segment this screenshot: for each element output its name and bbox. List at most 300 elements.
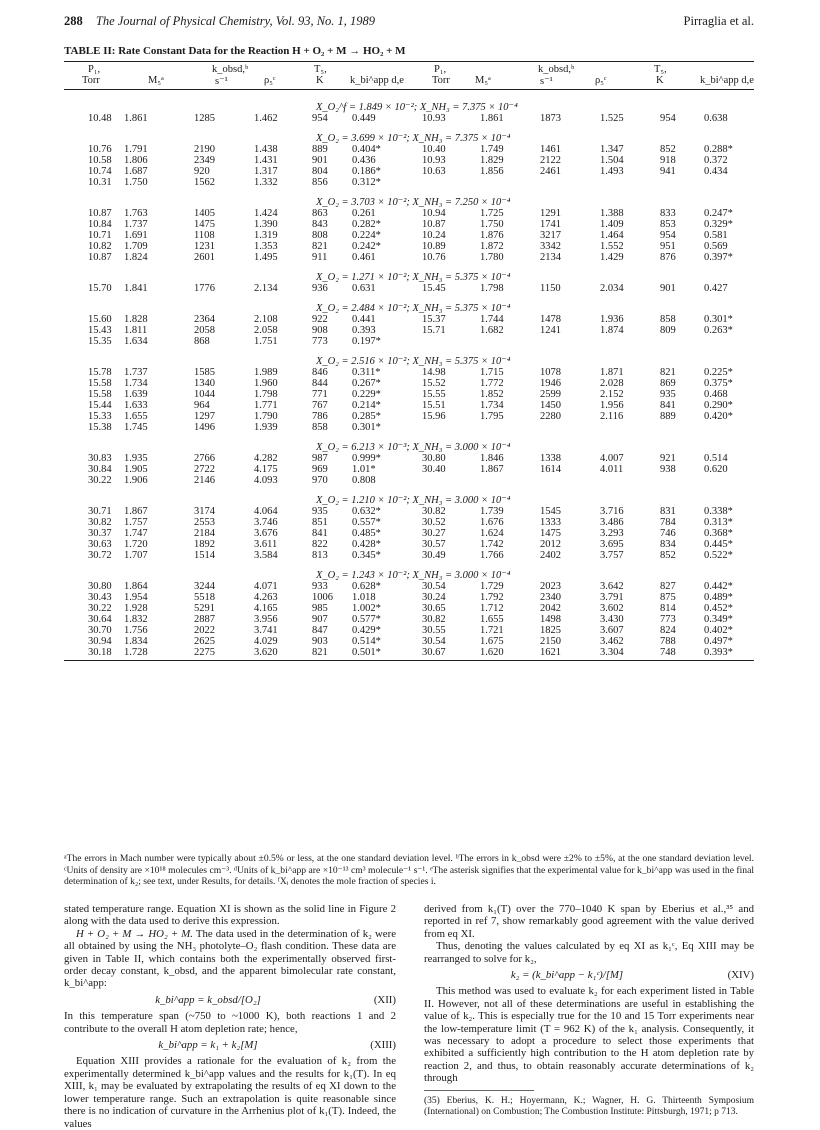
table-cell: 1.856	[480, 166, 504, 177]
table-cell: 30.27	[422, 528, 446, 539]
table-cell: 1.691	[124, 230, 148, 241]
table-cell: 844	[312, 378, 328, 389]
running-author: Pirraglia et al.	[683, 14, 754, 28]
table-cell: 3342	[540, 241, 561, 252]
table-cell: 10.94	[422, 208, 446, 219]
section-label: X_O₂ = 1.210 × 10⁻²; X_NH₃ = 3.000 × 10⁻⁴	[316, 495, 511, 506]
table-cell: 841	[312, 528, 328, 539]
col-kobsd-label-2: k_obsd,ᵇ	[538, 64, 575, 75]
table-row	[64, 539, 754, 550]
table-cell: 1.852	[480, 389, 504, 400]
table-cell: 0.581	[704, 230, 728, 241]
table-cell: 808	[312, 230, 328, 241]
table-cell: 1.936	[600, 314, 624, 325]
equation-12-number: (XII)	[373, 993, 396, 1006]
table-cell: 2402	[540, 550, 561, 561]
table-cell: 2023	[540, 581, 561, 592]
table-cell: 1.790	[254, 411, 278, 422]
table-row	[64, 325, 754, 336]
table-cell: 987	[312, 453, 328, 464]
table-cell: 4.175	[254, 464, 278, 475]
table-cell: 1405	[194, 208, 215, 219]
table-cell	[480, 475, 540, 486]
table-cell: 2887	[194, 614, 215, 625]
table-cell: 1.832	[124, 614, 148, 625]
table-cell: 2275	[194, 647, 215, 658]
table-cell: 3.716	[600, 506, 624, 517]
table-cell: 1.939	[254, 422, 278, 433]
table-row	[64, 144, 754, 155]
table-cell: 0.577*	[352, 614, 381, 625]
table-row	[64, 252, 754, 263]
table-cell: 1.876	[480, 230, 504, 241]
table-cell: 15.55	[422, 389, 446, 400]
table-cell: 10.84	[88, 219, 112, 230]
table-cell: 1.552	[600, 241, 624, 252]
table-cell: 30.43	[88, 592, 112, 603]
table-cell: 2553	[194, 517, 215, 528]
table-cell: 10.89	[422, 241, 446, 252]
table-cell: 15.37	[422, 314, 446, 325]
table-cell: 0.442*	[704, 581, 733, 592]
table-cell: 0.397*	[704, 252, 733, 263]
hdr-mach-2: M₅ᵃ	[475, 75, 491, 86]
table-cell: 0.631	[352, 283, 376, 294]
table-cell: 10.76	[422, 252, 446, 263]
table-cell: 834	[660, 539, 676, 550]
table-cell: 4.007	[600, 453, 624, 464]
equation-14-number: (XIV)	[727, 969, 754, 982]
table-cell: 1.989	[254, 367, 278, 378]
hdr-kbi-2: k_bi^app d,e	[700, 75, 754, 86]
table-cell: 3.676	[254, 528, 278, 539]
table-row	[64, 389, 754, 400]
table-cell: 1.525	[600, 113, 624, 124]
table-cell: 0.452*	[704, 603, 733, 614]
section-header	[64, 273, 754, 283]
table-cell: 1873	[540, 113, 561, 124]
table-cell: 767	[312, 400, 328, 411]
section-label: X_O₂ = 3.699 × 10⁻²; X_NH₃ = 7.375 × 10⁻⁴	[316, 133, 511, 144]
table-cell: 2134	[540, 252, 561, 263]
section-label: X_O₂ = 6.213 × 10⁻³; X_NH₃ = 3.000 × 10⁻⁴	[316, 442, 511, 453]
table-cell: 0.445*	[704, 539, 733, 550]
table-cell: 0.514	[704, 453, 728, 464]
table-cell: 1.742	[480, 539, 504, 550]
table-cell: 1.791	[124, 144, 148, 155]
table-cell: 30.52	[422, 517, 446, 528]
table-cell: 1.655	[124, 411, 148, 422]
table-row	[64, 614, 754, 625]
table-cell: 786	[312, 411, 328, 422]
table-cell: 1.861	[124, 113, 148, 124]
table-cell: 0.557*	[352, 517, 381, 528]
table-cell: 3.746	[254, 517, 278, 528]
table-cell: 0.461	[352, 252, 376, 263]
table-cell: 1291	[540, 208, 561, 219]
section-label: X_O₂^f = 1.849 × 10⁻²; X_NH₃ = 7.375 × 10⁻⁴	[316, 102, 518, 113]
table-cell: 30.67	[422, 647, 446, 658]
table-row	[64, 603, 754, 614]
table-row	[64, 422, 754, 433]
table-cell	[600, 336, 660, 347]
table-cell	[704, 475, 754, 486]
table-cell: 2280	[540, 411, 561, 422]
left-paragraph-3: In this temperature span (~750 to ~1000 K), both reactions 1 and 2 contribute to the overall H atom depletion rate; hence,	[64, 1010, 396, 1035]
table-cell: 1478	[540, 314, 561, 325]
running-header	[64, 14, 754, 34]
section-label: X_O₂ = 1.243 × 10⁻²; X_NH₃ = 3.000 × 10⁻⁴	[316, 570, 511, 581]
table-row	[64, 336, 754, 347]
table-cell: 1.798	[254, 389, 278, 400]
table-cell: 0.569	[704, 241, 728, 252]
table-cell: 921	[660, 453, 676, 464]
table-cell: 1.798	[480, 283, 504, 294]
table-cell: 0.225*	[704, 367, 733, 378]
table-cell: 2601	[194, 252, 215, 263]
table-cell: 985	[312, 603, 328, 614]
table-cell: 0.285*	[352, 411, 381, 422]
table-cell: 1.317	[254, 166, 278, 177]
table-cell: 1.709	[124, 241, 148, 252]
table-cell: 0.449	[352, 113, 376, 124]
table-cell: 0.282*	[352, 219, 381, 230]
table-cell: 901	[660, 283, 676, 294]
section-heading: H + O₂ + M → HO₂ + M.	[76, 927, 193, 940]
table-cell: 1.806	[124, 155, 148, 166]
table-cell: 1.390	[254, 219, 278, 230]
table-cell: 746	[660, 528, 676, 539]
table-cell: 1.737	[124, 367, 148, 378]
table-cell: 0.242*	[352, 241, 381, 252]
table-cell: 0.247*	[704, 208, 733, 219]
table-cell: 1.811	[124, 325, 148, 336]
table-cell: 1.639	[124, 389, 148, 400]
table-row	[64, 208, 754, 219]
hdr-kbi: k_bi^app d,e	[350, 75, 404, 86]
equation-12-expr: k_bi^app = k_obsd/[O₂]	[155, 993, 261, 1006]
table-cell: 1.687	[124, 166, 148, 177]
table-cell: 1.960	[254, 378, 278, 389]
table-cell: 0.288*	[704, 144, 733, 155]
table-cell: 935	[312, 506, 328, 517]
table-cell: 10.58	[88, 155, 112, 166]
table-cell: 1297	[194, 411, 215, 422]
table-cell: 922	[312, 314, 328, 325]
table-cell: 784	[660, 517, 676, 528]
table-caption: TABLE II: Rate Constant Data for the Reaction H + O₂ + M → HO₂ + M	[64, 45, 406, 57]
table-cell: 1461	[540, 144, 561, 155]
table-cell	[600, 475, 660, 486]
table-cell: 3.791	[600, 592, 624, 603]
table-cell: 3244	[194, 581, 215, 592]
table-cell: 0.404*	[352, 144, 381, 155]
table-cell: 15.60	[88, 314, 112, 325]
table-cell: 15.70	[88, 283, 112, 294]
right-column	[424, 903, 754, 1118]
table-cell: 0.301*	[704, 314, 733, 325]
table-cell: 2461	[540, 166, 561, 177]
table-cell	[540, 177, 600, 188]
table-cell: 0.468	[704, 389, 728, 400]
table-cell: 30.84	[88, 464, 112, 475]
table-cell: 2146	[194, 475, 215, 486]
table-cell: 0.197*	[352, 336, 381, 347]
table-cell: 1.347	[600, 144, 624, 155]
table-cell: 1.721	[480, 625, 504, 636]
table-cell	[422, 422, 480, 433]
table-cell: 1.734	[124, 378, 148, 389]
table-cell: 1496	[194, 422, 215, 433]
table-cell: 10.93	[422, 113, 446, 124]
table-cell: 1475	[194, 219, 215, 230]
table-cell: 0.638	[704, 113, 728, 124]
table-cell: 1.675	[480, 636, 504, 647]
table-cell: 30.65	[422, 603, 446, 614]
table-cell: 773	[660, 614, 676, 625]
table-cell: 1621	[540, 647, 561, 658]
equation-13	[64, 1039, 396, 1051]
table-cell: 868	[194, 336, 210, 347]
table-cell: 1.493	[600, 166, 624, 177]
table-cell: 1006	[312, 592, 333, 603]
table-cell: 3.486	[600, 517, 624, 528]
table-row	[64, 155, 754, 166]
table-cell: 1614	[540, 464, 561, 475]
table-cell: 831	[660, 506, 676, 517]
table-cell: 748	[660, 647, 676, 658]
table-cell: 804	[312, 166, 328, 177]
table-cell: 0.368*	[704, 528, 733, 539]
table-cell: 15.58	[88, 378, 112, 389]
table-cell	[422, 177, 480, 188]
table-cell: 0.349*	[704, 614, 733, 625]
table-cell: 1545	[540, 506, 561, 517]
table-cell: 0.522*	[704, 550, 733, 561]
table-cell: 876	[660, 252, 676, 263]
table-cell: 3174	[194, 506, 215, 517]
left-column	[64, 903, 396, 1130]
equation-13-expr: k_bi^app = k₁ + k₂[M]	[158, 1039, 258, 1052]
table-cell: 821	[312, 241, 328, 252]
table-cell: 824	[660, 625, 676, 636]
table-cell: 0.261	[352, 208, 376, 219]
table-cell: 15.45	[422, 283, 446, 294]
table-cell: 2349	[194, 155, 215, 166]
table-row	[64, 400, 754, 411]
table-cell: 3.642	[600, 581, 624, 592]
table-cell: 1.756	[124, 625, 148, 636]
table-cell: 0.311*	[352, 367, 381, 378]
table-cell: 1.864	[124, 581, 148, 592]
table-cell: 858	[660, 314, 676, 325]
table-cell	[660, 336, 704, 347]
table-cell: 951	[660, 241, 676, 252]
table-cell: 2042	[540, 603, 561, 614]
table-row	[64, 528, 754, 539]
section-header	[64, 103, 754, 113]
table-cell: 0.313*	[704, 517, 733, 528]
table-cell: 0.345*	[352, 550, 381, 561]
table-cell: 935	[660, 389, 676, 400]
table-cell: 851	[312, 517, 328, 528]
table-cell: 30.22	[88, 603, 112, 614]
table-cell: 15.52	[422, 378, 446, 389]
table-cell: 1.935	[124, 453, 148, 464]
table-cell: 0.312*	[352, 177, 381, 188]
table-cell	[600, 177, 660, 188]
table-cell: 0.620	[704, 464, 728, 475]
table-cell: 10.24	[422, 230, 446, 241]
table-cell: 841	[660, 400, 676, 411]
table-cell: 1.871	[600, 367, 624, 378]
table-cell: 907	[312, 614, 328, 625]
table-cell: 1825	[540, 625, 561, 636]
table-cell: 875	[660, 592, 676, 603]
table-cell: 1.002*	[352, 603, 381, 614]
table-row	[64, 647, 754, 658]
table-cell	[704, 422, 754, 433]
table-cell: 856	[312, 177, 328, 188]
table-cell	[422, 475, 480, 486]
table-cell	[660, 475, 704, 486]
table-cell: 30.80	[422, 453, 446, 464]
table-cell: 1.728	[124, 647, 148, 658]
table-cell: 1.720	[124, 539, 148, 550]
table-cell: 1.739	[480, 506, 504, 517]
table-cell: 30.57	[422, 539, 446, 550]
journal-citation: The Journal of Physical Chemistry, Vol. 93, No. 1, 1989	[95, 14, 376, 28]
table-cell: 2.058	[254, 325, 278, 336]
table-cell: 1.712	[480, 603, 504, 614]
table-cell: 2022	[194, 625, 215, 636]
table-cell: 1.766	[480, 550, 504, 561]
table-cell: 5291	[194, 603, 215, 614]
table-cell	[480, 336, 540, 347]
table-cell: 30.94	[88, 636, 112, 647]
table-cell: 1.715	[480, 367, 504, 378]
table-cell: 1.707	[124, 550, 148, 561]
table-cell: 10.82	[88, 241, 112, 252]
table-cell: 10.71	[88, 230, 112, 241]
table-cell: 0.329*	[704, 219, 733, 230]
table-cell: 15.78	[88, 367, 112, 378]
section-label: X_O₂ = 1.271 × 10⁻²; X_NH₃ = 5.375 × 10⁻⁴	[316, 272, 511, 283]
equation-13-number: (XIII)	[370, 1039, 396, 1052]
table-cell: 10.63	[422, 166, 446, 177]
section-label: X_O₂ = 3.703 × 10⁻²; X_NH₃ = 7.250 × 10⁻⁴	[316, 197, 511, 208]
table-cell: 30.82	[422, 506, 446, 517]
left-paragraph-4: Equation XIII provides a rationale for the evaluation of k₂ from the experimentally determined k_bi^app values and the results for k₁(T). In eq XIII, k₁ may be evaluated by extrapolating the results of eq XI down to the lower temperature range. Such an extrapolation is quite reasonable since there is no indication of curvature in the Arrhenius plot of k₁(T). Indeed, the values	[64, 1055, 396, 1130]
table-cell: 1.828	[124, 314, 148, 325]
right-paragraph-1: derived from k₁(T) over the 770–1040 K span by Eberius et al.,³⁵ and reported in ref 7, show remarkably good agreement with the value derived from eq XI.	[424, 903, 754, 940]
rate-constant-table	[64, 103, 754, 658]
table-cell: 1.734	[480, 400, 504, 411]
table-cell: 1.634	[124, 336, 148, 347]
hdr-torr-2: Torr	[432, 75, 450, 86]
table-cell: 2599	[540, 389, 561, 400]
section-label: X_O₂ = 2.484 × 10⁻²; X_NH₃ = 5.375 × 10⁻⁴	[316, 303, 511, 314]
table-row	[64, 166, 754, 177]
table-cell	[540, 475, 600, 486]
table-cell: 30.70	[88, 625, 112, 636]
table-cell: 30.80	[88, 581, 112, 592]
hdr-k: K	[316, 75, 324, 86]
right-paragraph-2: Thus, denoting the values calculated by eq XI as k₁ᶜ, Eq XIII may be rearranged to solve for k₂,	[424, 940, 754, 965]
table-row	[64, 113, 754, 124]
table-cell: 1.620	[480, 647, 504, 658]
table-cell: 1.834	[124, 636, 148, 647]
table-cell: 1.750	[124, 177, 148, 188]
table-cell: 10.87	[422, 219, 446, 230]
table-cell: 15.58	[88, 389, 112, 400]
hdr-rho-2: ρ₅ᶜ	[595, 75, 607, 86]
table-cell: 0.514*	[352, 636, 381, 647]
table-row	[64, 411, 754, 422]
table-cell: 1.353	[254, 241, 278, 252]
table-cell: 10.87	[88, 208, 112, 219]
table-cell: 788	[660, 636, 676, 647]
left-paragraph-2	[64, 928, 396, 990]
table-cell: 1.462	[254, 113, 278, 124]
table-cell: 4.029	[254, 636, 278, 647]
table-cell: 0.214*	[352, 400, 381, 411]
table-cell: 1450	[540, 400, 561, 411]
table-cell: 1.928	[124, 603, 148, 614]
table-cell: 2.028	[600, 378, 624, 389]
table-cell: 858	[312, 422, 328, 433]
table-cell: 933	[312, 581, 328, 592]
table-row	[64, 314, 754, 325]
table-cell: 0.372	[704, 155, 728, 166]
table-cell: 2012	[540, 539, 561, 550]
table-cell: 4.093	[254, 475, 278, 486]
table-row	[64, 550, 754, 561]
table-cell: 2340	[540, 592, 561, 603]
table-cell: 30.72	[88, 550, 112, 561]
table-row	[64, 475, 754, 486]
table-cell: 1.861	[480, 113, 504, 124]
table-cell: 1.771	[254, 400, 278, 411]
table-cell: 813	[312, 550, 328, 561]
table-cell: 1741	[540, 219, 561, 230]
section-header	[64, 304, 754, 314]
table-cell: 847	[312, 625, 328, 636]
col-p1-label-2: P₁,	[434, 64, 447, 75]
table-cell: 1.737	[124, 219, 148, 230]
table-cell: 14.98	[422, 367, 446, 378]
table-cell: 1.780	[480, 252, 504, 263]
col-kobsd-label: k_obsd,ᵇ	[212, 64, 249, 75]
table-cell: 0.429*	[352, 625, 381, 636]
page-number: 288	[64, 14, 83, 28]
table-cell: 1892	[194, 539, 215, 550]
hdr-torr: Torr	[82, 75, 100, 86]
table-cell: 1.956	[600, 400, 624, 411]
table-cell: 15.96	[422, 411, 446, 422]
table-footnote: ᵃThe errors in Mach number were typically about ±0.5% or less, at the one standard deviation level. ᵇThe errors in k_obsd were ±2% to ±5%, at the one standard deviation level. ᶜUnits of density are ×10¹⁸ molecules cm⁻³. ᵈUnits of k_bi^app are ×10⁻¹³ cm³ molecule⁻¹ s⁻¹. ᵉThe asterisk signifies that the experimental value for k_bi^app was used in the final determination of k₂; see text, under Results, for details. ᶠXᵢ denotes the mole fraction of species i.	[64, 853, 754, 887]
table-cell: 1946	[540, 378, 561, 389]
table-cell: 15.38	[88, 422, 112, 433]
table-cell: 920	[194, 166, 210, 177]
hdr-mach: M₅ᵃ	[148, 75, 164, 86]
section-header	[64, 496, 754, 506]
table-cell: 0.436	[352, 155, 376, 166]
left-paragraph-1: stated temperature range. Equation XI is shown as the solid line in Figure 2 along with the data used to derive this expression.	[64, 903, 396, 928]
table-cell: 1.744	[480, 314, 504, 325]
table-cell: 1338	[540, 453, 561, 464]
table-cell: 0.229*	[352, 389, 381, 400]
